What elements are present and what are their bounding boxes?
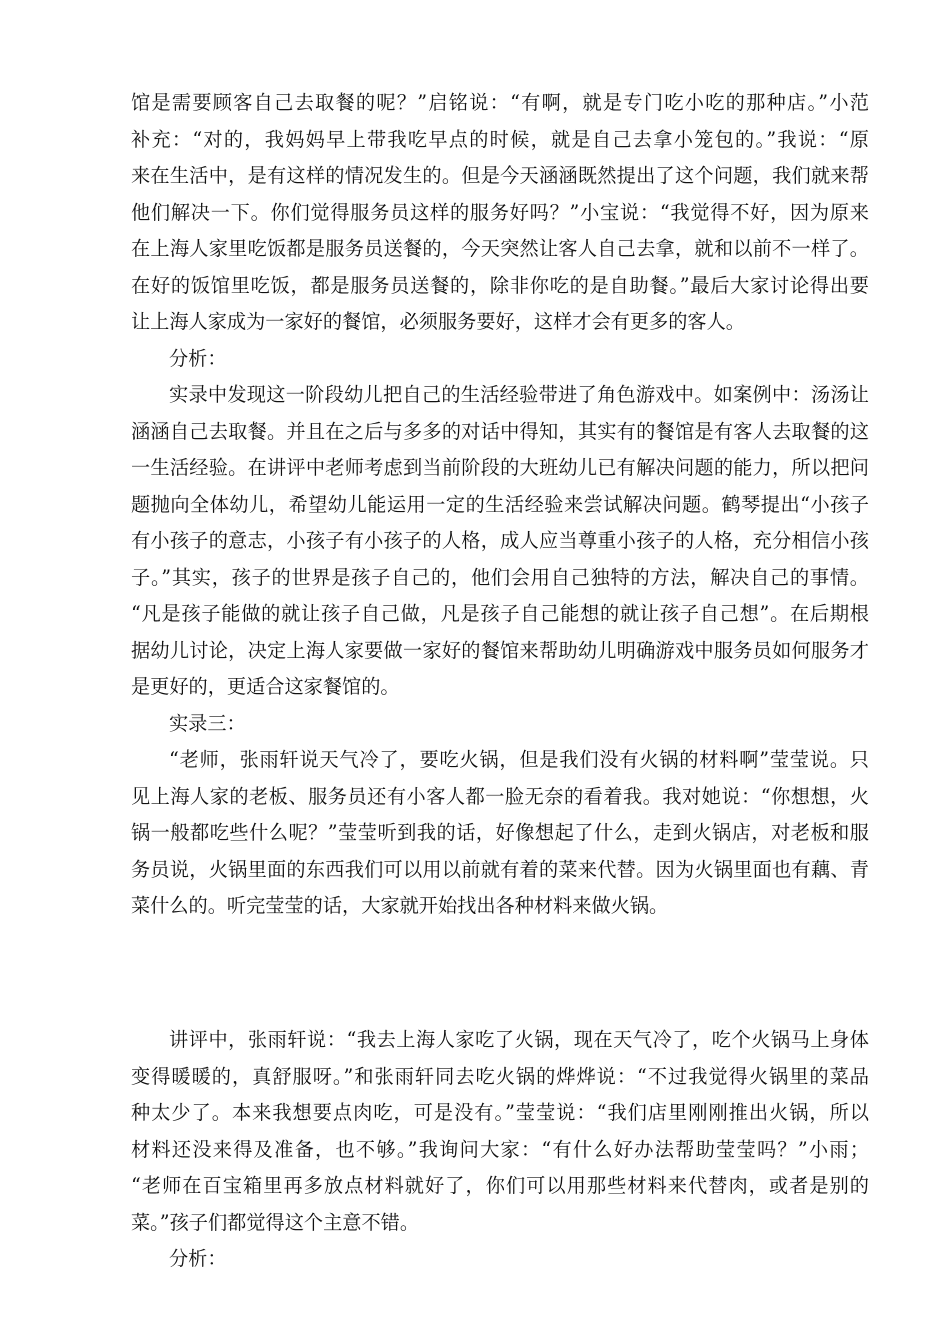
paragraph-first-line: “老师，张雨轩说天气冷了，要吃火锅，但是我们没有火锅的材料啊”莹莹说。只 [169, 748, 869, 771]
text-block-top [131, 85, 869, 925]
paragraph-first-line: 讲评中，张雨轩说：“我去上海人家吃了火锅，现在天气冷了，吃个火锅马上身体 [169, 1028, 869, 1051]
text-line: 见上海人家的老板、服务员还有小客人都一脸无奈的看着我。我对她说：“你想想，火 [131, 784, 869, 808]
text-line: 他们解决一下。你们觉得服务员这样的服务好吗？”小宝说：“我觉得不好，因为原来 [131, 200, 869, 224]
text-block-bottom [131, 1022, 869, 1278]
text-line: 馆是需要顾客自己去取餐的呢？”启铭说：“有啊，就是专门吃小吃的那种店。”小范 [131, 91, 869, 114]
text-line: 在好的饭馆里吃饭，都是服务员送餐的，除非你吃的是自助餐。”最后大家讨论得出要 [131, 273, 869, 297]
text-line: 题抛向全体幼儿，希望幼儿能运用一定的生活经验来尝试解决问题。鹤琴提出“小孩子 [131, 492, 869, 516]
text-line: 是更好的，更适合这家餐馆的。 [131, 675, 400, 698]
text-line: “老师在百宝箱里再多放点材料就好了，你们可以用那些材料来代替肉，或者是别的 [131, 1174, 869, 1197]
text-line: 据幼儿讨论，决定上海人家要做一家好的餐馆来帮助幼儿明确游戏中服务员如何服务才 [131, 638, 869, 662]
text-line: 菜什么的。听完莹莹的话，大家就开始找出各种材料来做火锅。 [131, 894, 669, 917]
text-line: 变得暖暖的，真舒服呀。”和张雨轩同去吃火锅的烨烨说：“不过我觉得火锅里的菜品 [131, 1064, 869, 1088]
text-line: 一生活经验。在讲评中老师考虑到当前阶段的大班幼儿已有解决问题的能力，所以把问 [131, 456, 869, 479]
text-line: 补充：“对的，我妈妈早上带我吃早点的时候，就是自己去拿小笼包的。”我说：“原 [131, 127, 869, 151]
section-heading: 分析： [169, 1247, 227, 1270]
text-line: 材料还没来得及准备，也不够。”我询问大家：“有什么好办法帮助莹莹吗？”小雨； [131, 1137, 869, 1161]
section-heading: 分析： [169, 346, 227, 370]
text-line: 在上海人家里吃饭都是服务员送餐的，今天突然让客人自己去拿，就和以前不一样了。 [131, 237, 869, 260]
paragraph-first-line: 实录中发现这一阶段幼儿把自己的生活经验带进了角色游戏中。如案例中：汤汤让 [169, 383, 869, 406]
text-line: 种太少了。本来我想要点肉吃，可是没有。”莹莹说：“我们店里刚刚推出火锅，所以 [131, 1101, 869, 1124]
text-line: 来在生活中，是有这样的情况发生的。但是今天涵涵既然提出了这个问题，我们就来帮 [131, 164, 869, 187]
text-line: 子。”其实，孩子的世界是孩子自己的，他们会用自己独特的方法，解决自己的事情。 [131, 565, 869, 589]
text-line: 让上海人家成为一家好的餐馆，必须服务要好，这样才会有更多的客人。 [131, 310, 745, 333]
text-line: 有小孩子的意志，小孩子有小孩子的人格，成人应当尊重小孩子的人格，充分相信小孩 [131, 529, 869, 552]
text-line: “凡是孩子能做的就让孩子自己做，凡是孩子自己能想的就让孩子自己想”。在后期根 [131, 602, 869, 625]
text-line: 务员说，火锅里面的东西我们可以用以前就有着的菜来代替。因为火锅里面也有藕、青 [131, 857, 869, 881]
text-line: 涵涵自己去取餐。并且在之后与多多的对话中得知，其实有的餐馆是有客人去取餐的这 [131, 419, 869, 443]
text-line: 锅一般都吃些什么呢？”莹莹听到我的话，好像想起了什么，走到火锅店，对老板和服 [131, 821, 869, 844]
text-line: 菜。”孩子们都觉得这个主意不错。 [131, 1210, 420, 1234]
section-heading: 实录三： [169, 711, 246, 735]
